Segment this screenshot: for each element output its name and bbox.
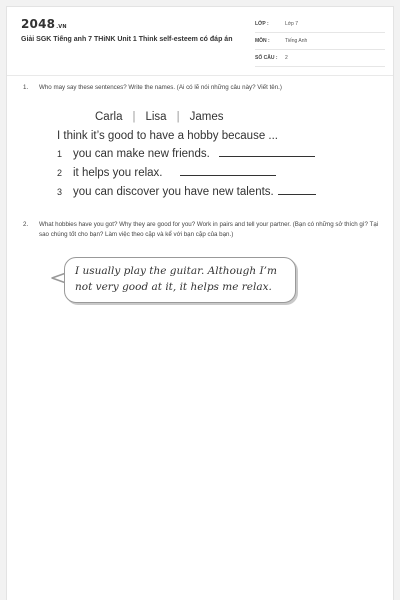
speech-bubble [64,257,296,303]
site-logo[interactable] [21,17,67,31]
question-text: Who may say these sentences? Write the names. (Ai có lẽ nói những câu này? Viết tên.) [39,84,282,91]
document-header [7,7,393,69]
logo-text: 2048 [21,17,56,31]
question-text: What hobbies have you got? Why they are good for you? Work in pairs and tell your partner. (Bạn có những sở thích gì? Tại sao chúng tốt cho bạn? Làm việc theo cặp và kể với bạn cặp của bạn.) [39,221,379,238]
document-page [6,6,394,600]
meta-label: SỐ CÂU : [255,55,278,61]
sentence-lead: I think it’s good to have a hobby because ... [57,130,278,142]
sentence-item [57,167,276,179]
header-divider [7,75,393,76]
meta-value: 2 [285,55,288,61]
item-text: it helps you relax. [73,167,163,179]
meta-value: Tiếng Anh [285,38,308,44]
item-text: you can discover you have new talents. [73,186,274,198]
question-1 [23,83,385,93]
name-separator: | [132,111,136,123]
question-number: 2. [23,221,29,228]
meta-row-class [255,17,385,33]
question-2 [23,220,385,240]
question-number: 1. [23,84,29,91]
meta-label: MÔN : [255,38,270,44]
name-option: James [189,111,224,123]
logo-suffix: .VN [56,24,67,30]
meta-value: Lớp 7 [285,21,299,27]
name-option: Lisa [145,111,167,123]
answer-blank[interactable] [278,186,316,195]
meta-panel [255,17,385,68]
answer-blank[interactable] [219,148,315,157]
meta-row-subject [255,34,385,50]
answer-blank[interactable] [180,167,276,176]
item-number: 2 [57,168,63,178]
meta-label: LỚP : [255,21,269,27]
name-separator: | [176,111,180,123]
name-options [95,111,223,123]
sentence-item [57,186,316,198]
item-number: 3 [57,187,63,197]
meta-row-question-count [255,51,385,67]
item-text: you can make new friends. [73,148,210,160]
sentence-item [57,148,315,160]
speech-bubble-text: I usually play the guitar. Although I’m not very good at it, it helps me relax. [75,265,277,293]
item-number: 1 [57,149,63,159]
name-option: Carla [95,111,123,123]
document-title: Giải SGK Tiếng anh 7 THiNK Unit 1 Think self-esteem có đáp án [21,36,233,43]
